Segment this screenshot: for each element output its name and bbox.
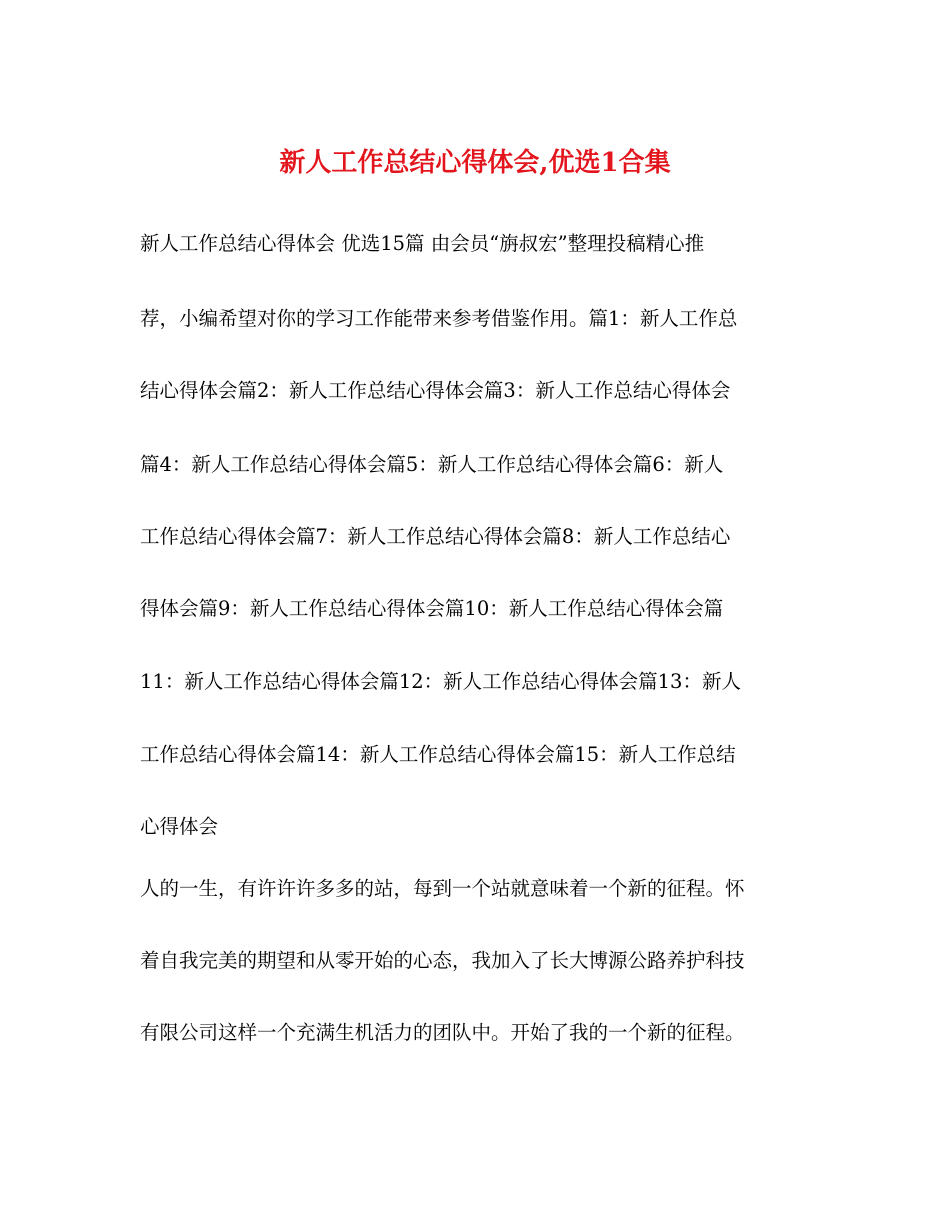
body-line-1: 人的一生，有许许许多多的站，每到一个站就意味着一个新的征程。怀 <box>140 877 745 900</box>
intro-line-5: 工作总结心得体会篇7：新人工作总结心得体会篇8：新人工作总结心 <box>140 525 731 548</box>
intro-line-4: 篇4：新人工作总结心得体会篇5：新人工作总结心得体会篇6：新人 <box>140 453 724 476</box>
intro-line-6: 得体会篇9：新人工作总结心得体会篇10：新人工作总结心得体会篇 <box>140 597 724 620</box>
body-line-2: 着自我完美的期望和从零开始的心态，我加入了长大博源公路养护科技 <box>140 949 745 972</box>
intro-line-8: 工作总结心得体会篇14：新人工作总结心得体会篇15：新人工作总结 <box>140 743 736 766</box>
intro-line-3: 结心得体会篇2：新人工作总结心得体会篇3：新人工作总结心得体会 <box>140 379 731 402</box>
document-title: 新人工作总结心得体会,优选1合集 <box>279 148 671 178</box>
intro-line-9: 心得体会 <box>140 815 219 838</box>
body-line-3: 有限公司这样一个充满生机活力的团队中。开始了我的一个新的征程。 <box>140 1021 745 1044</box>
intro-line-2: 荐，小编希望对你的学习工作能带来参考借鉴作用。篇1：新人工作总 <box>140 307 738 330</box>
intro-line-1: 新人工作总结心得体会 优选15篇 由会员“旃叔宏”整理投稿精心推 <box>140 232 705 255</box>
intro-line-7: 11：新人工作总结心得体会篇12：新人工作总结心得体会篇13：新人 <box>140 670 741 693</box>
